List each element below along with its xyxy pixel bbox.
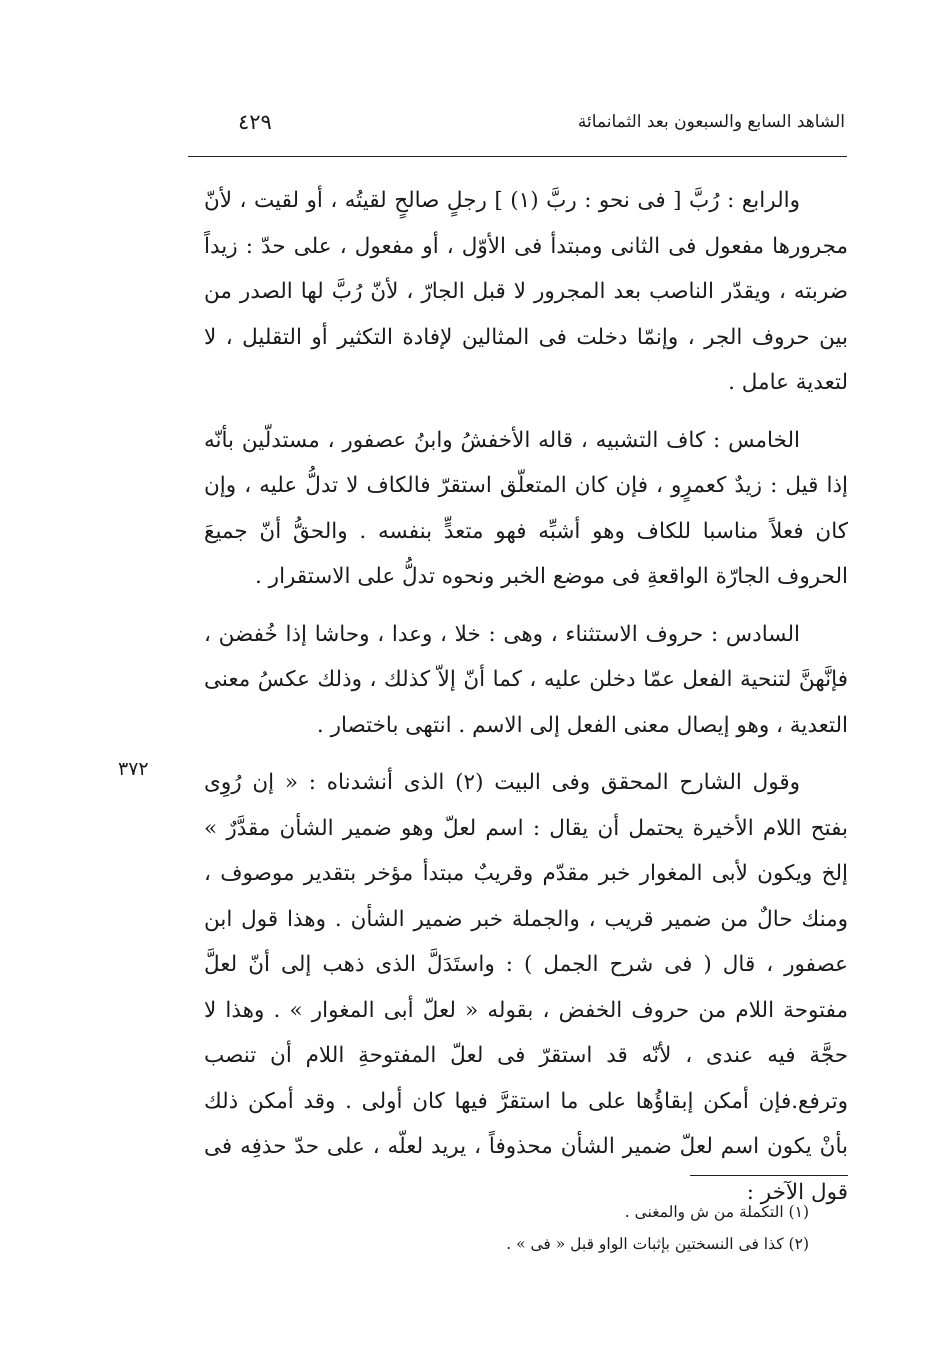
paragraph-sixth: السادس : حروف الاستثناء ، وهى : خلا ، وعدا ، وحاشا إذا خُفضن ، فإنَّهنَّ لتنحية الفعل عمّا دخلن عليه ، كما أنّ إلاّ كذلك ، وذلك عكسُ معنى التعدية ، وهو إيصال معنى الفعل إلى الاسم . انتهى باختصار . [204,621,848,738]
page-number: ٤٢٩ [238,110,272,134]
header-divider [188,156,847,157]
footnotes [289,1196,809,1260]
running-title: الشاهد السابع والسبعون بعد الثمانمائة [577,112,845,132]
paragraph-fourth: والرابع : رُبَّ [ فى نحو : ربَّ (١) ] رجلٍ صالحٍ لقيتُه ، أو لقيت ، لأنّ مجرورها مفعول فى الثانى ومبتدأ فى الأوّل ، أو مفعول ، على حدّ : زيداً ضربته ، ويقدّر الناصب بعد المجرور لا قبل الجارّ ، لأنّ رُبَّ لها الصدر من بين حروف الجر ، وإنمّا دخلت فى المثالين لإفادة التكثير أو التقليل ، لا لتعدية عامل . [204,188,848,395]
main-text [204,178,848,1215]
paragraph-commentary: وقول الشارح المحقق وفى البيت (٢) الذى أنشدناه : « إن رُوِى بفتح اللام الأخيرة يحتمل أن يقال : اسم لعلّ وهو ضمير الشأن مقدَّرٌ » إلخ ويكون لأبى المغوار خبر مقدّم وقريبٌ مبتدأ مؤخر بتقدير موصوف ، ومنك حالٌ من ضمير قريب ، والجملة خبر ضمير الشأن . وهذا قول ابن عصفور ، قال ( فى شرح الجمل ) : واستَدَلَّ الذى ذهب إلى أنّ لعلَّ مفتوحة اللام من حروف الخفض ، بقوله « لعلّ أبى المغوار » . وهذا لا حجَّة فيه عندى ، لأنّه قد استقرّ فى لعلّ المفتوحةِ اللام أن تنصب وترفع.فإن أمكن إبقاؤُها على ما استقرَّ فيها كان أولى . وقد أمكن ذلك بأنْ يكون اسم لعلّ ضمير الشأن محذوفاً ، يريد لعلّه ، على حدّ حذفِه فى قول الآخر : [204,770,848,1205]
footnote-2: (٢) كذا فى النسختين بإثبات الواو قبل « فى » . [506,1235,809,1253]
footnote-divider [690,1175,848,1176]
margin-page-reference: ٣٧٢ [118,758,149,780]
footnote-1: (١) التكملة من ش والمغنى . [624,1203,809,1221]
paragraph-fifth: الخامس : كاف التشبيه ، قاله الأخفشُ وابنُ عصفور ، مستدلّين بأنّه إذا قيل : زيدٌ كعمرٍو ، فإن كان المتعلّق استقرّ فالكاف لا تدلُّ عليه ، وإن كان فعلاً مناسبا للكاف وهو أشبِّه فهو متعدٍّ بنفسه . والحقُّ أنّ جميعَ الحروف الجارّة الواقعةِ فى موضع الخبر ونحوه تدلُّ على الاستقرار . [204,427,848,589]
